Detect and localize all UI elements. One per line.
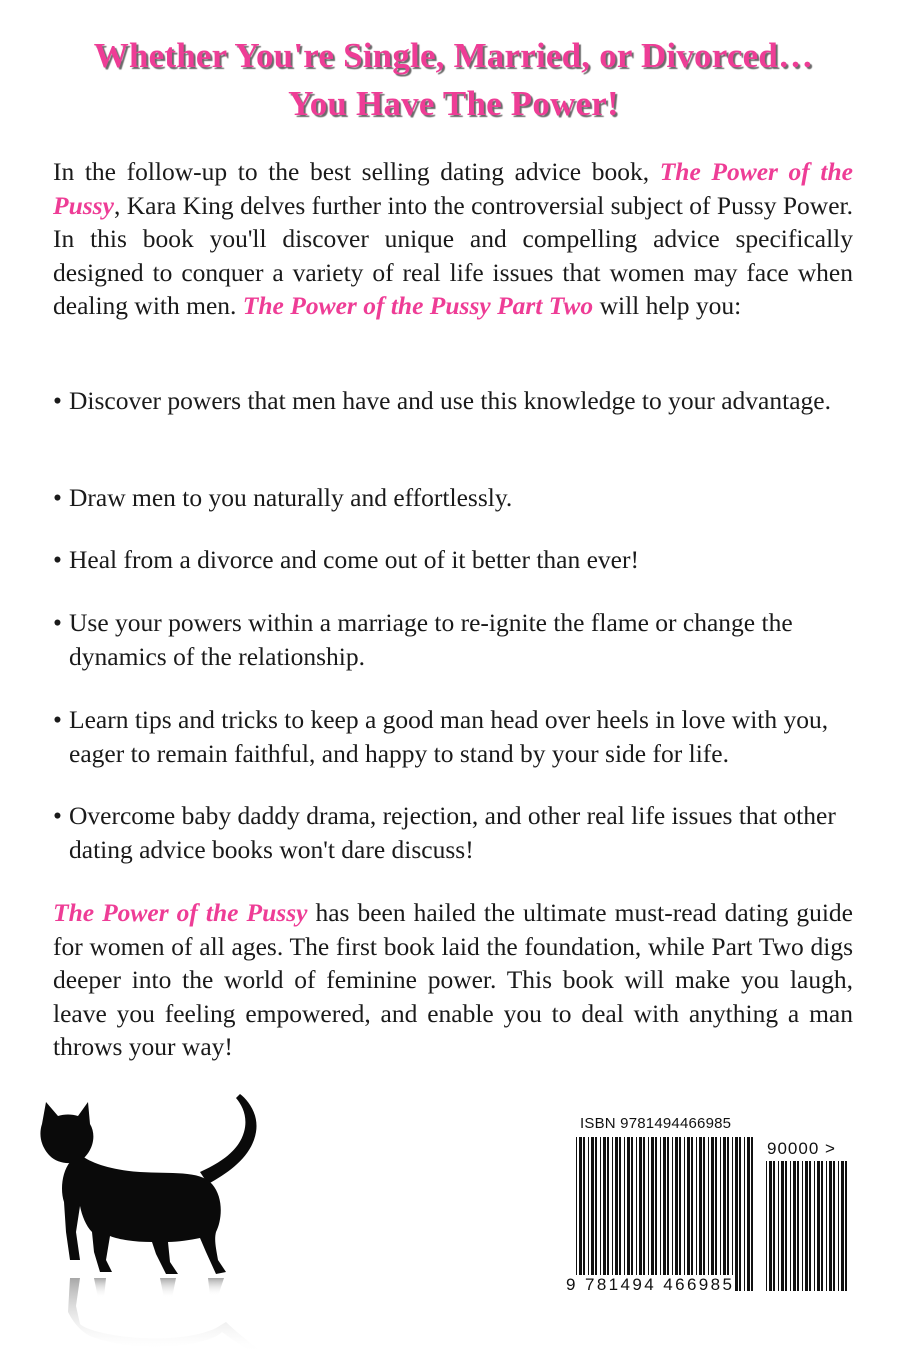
barcode-bar (826, 1161, 827, 1291)
barcode-bar (595, 1137, 597, 1291)
bullet-item (53, 606, 863, 673)
barcode-bar (612, 1137, 613, 1291)
barcode-bar (651, 1137, 654, 1291)
barcode-bar (785, 1161, 787, 1291)
barcode-bar (845, 1161, 847, 1291)
outro-text: has been hailed the ultimate must-read dating guide for women of all ages. The first book laid the foundation, while Part Two digs deeper into the world of feminine power. This book will make you laugh, leave you feeling empowered, and enable you to deal with anything a man throws your way! (53, 898, 853, 1061)
bullet-dot: • (53, 545, 62, 574)
barcode-bar (631, 1137, 633, 1291)
barcode-bar (648, 1137, 649, 1291)
barcode-bar (821, 1161, 823, 1291)
barcode-bar (615, 1137, 618, 1291)
barcode-bar (687, 1137, 690, 1291)
bullet-dot: • (53, 483, 62, 512)
intro-text-a: In the follow-up to the best selling dating advice book, (53, 157, 660, 186)
bullet-text: Discover powers that men have and use this knowledge to your advantage. (69, 386, 831, 415)
bullet-item (53, 543, 863, 577)
barcode-bar (708, 1137, 709, 1291)
headline-line-2: You Have The Power! (288, 84, 619, 123)
isbn-barcode (562, 1115, 868, 1305)
barcode-bar (833, 1161, 835, 1291)
price-code: 90000 > (767, 1139, 836, 1158)
barcode-bar (624, 1137, 625, 1291)
barcode-bar (667, 1137, 669, 1291)
bullet-text: Draw men to you naturally and effortlessly. (69, 483, 513, 512)
barcode-bar (672, 1137, 673, 1291)
barcode-bar (751, 1137, 753, 1291)
barcode-bar (838, 1161, 839, 1291)
barcode-bar (639, 1137, 642, 1291)
outro-book-title: The Power of the Pussy (53, 898, 308, 927)
barcode-bar (675, 1137, 678, 1291)
bullet-dot: • (53, 705, 62, 734)
intro-paragraph (53, 155, 853, 323)
bullet-dot: • (53, 608, 62, 637)
barcode-bar (663, 1137, 666, 1291)
barcode-bar (703, 1137, 705, 1291)
barcode-bar (793, 1161, 796, 1291)
barcode-bar (696, 1137, 697, 1291)
headline-line-1: Whether You're Single, Married, or Divorced… (93, 36, 814, 75)
barcode-bar (773, 1161, 775, 1291)
barcode-bar (727, 1137, 729, 1291)
barcode-bar (720, 1137, 721, 1291)
bullet-item (53, 481, 863, 515)
bullet-item (53, 703, 863, 770)
barcode-bar (660, 1137, 661, 1291)
barcode-bar (735, 1137, 738, 1291)
barcode-bar (814, 1161, 815, 1291)
barcode-bar (603, 1137, 606, 1291)
barcode-bar (790, 1161, 791, 1291)
barcode-bar (778, 1161, 779, 1291)
barcode-bar (802, 1161, 803, 1291)
barcode-bar (732, 1137, 733, 1291)
bullet-item (53, 799, 863, 866)
bullet-text: Use your powers within a marriage to re-ignite the flame or change the dynamics of the relationship. (69, 608, 793, 671)
barcode-bar (809, 1161, 811, 1291)
barcode-bar (619, 1137, 621, 1291)
intro-book-title: The Power of the Pussy (53, 157, 853, 220)
barcode-digits: 9 781494 466985 (566, 1275, 735, 1294)
barcode-bar (723, 1137, 726, 1291)
barcode-bar (576, 1137, 577, 1291)
intro-text-b: , Kara King delves further into the controversial subject of Pussy Power. In this book you'll discover unique and compelling advice specifically designed to conquer a variety of real life issues that women may face when dealing with men. (53, 190, 853, 320)
intro-text-c: will help you: (593, 291, 742, 320)
barcode-bar (841, 1161, 844, 1291)
barcode-bar (607, 1137, 609, 1291)
outro-paragraph (53, 896, 853, 1064)
isbn-label: ISBN 9781494466985 (580, 1115, 732, 1132)
bullet-text: Heal from a divorce and come out of it better than ever! (69, 545, 639, 574)
barcode-bar (583, 1137, 585, 1291)
bullet-text: Learn tips and tricks to keep a good man head over heels in love with you, eager to remain faithful, and happy to stand by your side for life. (69, 705, 829, 768)
barcode-bar (691, 1137, 693, 1291)
barcode-bar (591, 1137, 594, 1291)
barcode-bar (805, 1161, 808, 1291)
barcode-bar (699, 1137, 702, 1291)
barcode-bar (627, 1137, 630, 1291)
barcode-bar (643, 1137, 645, 1291)
barcode-bar (684, 1137, 685, 1291)
bullet-text: Overcome baby daddy drama, rejection, and other real life issues that other dating advice books won't dare discuss! (69, 801, 836, 864)
barcode-bar (817, 1161, 820, 1291)
barcode-bar (636, 1137, 637, 1291)
barcode-bar (588, 1137, 589, 1291)
barcode-bar (711, 1137, 714, 1291)
barcode-bar (797, 1161, 799, 1291)
barcode-bar (769, 1161, 772, 1291)
barcode-bar (579, 1137, 582, 1291)
barcode-bar (739, 1137, 741, 1291)
barcode-bar (747, 1137, 750, 1291)
bullet-dot: • (53, 801, 62, 830)
intro-book-title-part-two: The Power of the Pussy Part Two (242, 291, 594, 320)
cat-silhouette-icon (40, 1092, 280, 1354)
barcode-bar (766, 1161, 767, 1291)
barcode-bar (655, 1137, 657, 1291)
barcode-bar (715, 1137, 717, 1291)
bullet-item (53, 384, 863, 418)
barcode-bar (744, 1137, 745, 1291)
bullet-dot: • (53, 386, 62, 415)
barcode-bar (781, 1161, 784, 1291)
barcode-bar (829, 1161, 832, 1291)
barcode-bar (600, 1137, 601, 1291)
barcode-bar (679, 1137, 681, 1291)
